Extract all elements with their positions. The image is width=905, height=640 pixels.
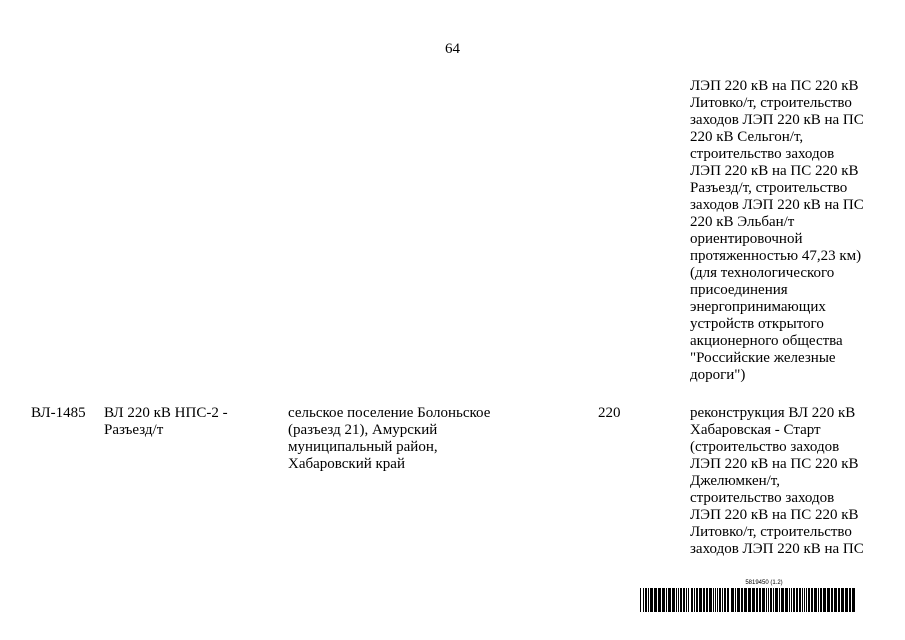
- barcode-bar: [735, 588, 736, 612]
- continued-description-cell: ЛЭП 220 кВ на ПС 220 кВ Литовко/т, строительство заходов ЛЭП 220 кВ на ПС 220 кВ Сельгон/т, строительство заходов ЛЭП 220 кВ на ПС 220 кВ Разъезд/т, строительство заходов ЛЭП 220 кВ на ПС 220 кВ Эльбан/т ориентировочной протяженностью 47,23 км) (для технологического присоединения энергопринимающих устройств открытого акционерного общества "Российские железные дороги"): [690, 78, 864, 383]
- barcode-bar: [766, 588, 767, 612]
- barcode-bar: [781, 588, 784, 612]
- barcode-bar: [654, 588, 657, 612]
- barcode-bar: [762, 588, 765, 612]
- barcode-bar: [724, 588, 726, 612]
- barcode-bar: [799, 588, 801, 612]
- barcode-bar: [668, 588, 671, 612]
- object-code-cell: ВЛ-1485: [31, 405, 86, 421]
- barcode-bar: [773, 588, 774, 612]
- barcode-bar: [823, 588, 826, 612]
- barcode-bar: [770, 588, 772, 612]
- barcode-bar: [838, 588, 840, 612]
- barcode-bar: [686, 588, 687, 612]
- barcode-bar: [648, 588, 649, 612]
- barcode-bar: [706, 588, 708, 612]
- barcode-bar: [731, 588, 734, 612]
- barcode-bar: [694, 588, 695, 612]
- barcode-bar: [650, 588, 653, 612]
- voltage-cell: 220: [598, 405, 621, 421]
- barcode-bar: [676, 588, 677, 612]
- barcode-bar: [756, 588, 758, 612]
- barcode-bar: [748, 588, 751, 612]
- barcode-bar: [759, 588, 761, 612]
- barcode-bar: [719, 588, 721, 612]
- barcode-bar: [808, 588, 810, 612]
- barcode-bar: [779, 588, 780, 612]
- barcode-bar: [658, 588, 661, 612]
- barcode-bar: [849, 588, 851, 612]
- page-number: 64: [445, 41, 460, 57]
- barcode-bar: [804, 588, 805, 612]
- barcode-bar: [678, 588, 679, 612]
- barcode-label: 5819450 (1.2): [745, 580, 783, 586]
- barcode-bar: [722, 588, 723, 612]
- barcode-bar: [802, 588, 803, 612]
- barcode-bar: [640, 588, 641, 612]
- barcode-bar: [643, 588, 644, 612]
- barcode-bar: [688, 588, 689, 612]
- barcode-bar: [741, 588, 743, 612]
- barcode-bar: [793, 588, 795, 612]
- barcode-bar: [703, 588, 705, 612]
- barcode-bar: [662, 588, 665, 612]
- barcode-bar: [713, 588, 714, 612]
- barcode-icon: [640, 588, 858, 612]
- barcode-bar: [841, 588, 844, 612]
- barcode-bar: [737, 588, 740, 612]
- barcode-bar: [791, 588, 792, 612]
- barcode-bar: [775, 588, 778, 612]
- barcode-bar: [831, 588, 833, 612]
- location-cell: сельское поселение Болоньское (разъезд 21), Амурский муниципальный район, Хабаровский край: [288, 405, 491, 472]
- barcode-bar: [789, 588, 790, 612]
- document-barcode: [640, 580, 858, 612]
- barcode-bar: [845, 588, 848, 612]
- barcode-bar: [796, 588, 798, 612]
- barcode-bar: [666, 588, 667, 612]
- barcode-bar: [768, 588, 769, 612]
- barcode-bar: [820, 588, 822, 612]
- barcode-bar: [752, 588, 755, 612]
- barcode-bar: [672, 588, 675, 612]
- barcode-bar: [645, 588, 647, 612]
- barcode-bar: [744, 588, 747, 612]
- barcode-bar: [715, 588, 716, 612]
- barcode-bar: [683, 588, 685, 612]
- barcode-bar: [818, 588, 819, 612]
- description-cell: реконструкция ВЛ 220 кВ Хабаровская - Старт (строительство заходов ЛЭП 220 кВ на ПС 220 кВ Джелюмкен/т, строительство заходов ЛЭП 220 кВ на ПС 220 кВ Литовко/т, строительство заходов ЛЭП 220 кВ на ПС: [690, 405, 864, 557]
- barcode-bar: [699, 588, 702, 612]
- barcode-bar: [806, 588, 807, 612]
- object-name-cell: ВЛ 220 кВ НПС-2 - Разъезд/т: [104, 405, 228, 438]
- barcode-bar: [785, 588, 788, 612]
- barcode-bar: [717, 588, 718, 612]
- barcode-bar: [709, 588, 712, 612]
- barcode-bar: [834, 588, 837, 612]
- barcode-bar: [691, 588, 693, 612]
- barcode-bar: [827, 588, 830, 612]
- barcode-bar: [852, 588, 855, 612]
- barcode-bar: [811, 588, 813, 612]
- barcode-bar: [696, 588, 698, 612]
- barcode-bar: [727, 588, 729, 612]
- barcode-bar: [814, 588, 817, 612]
- barcode-bar: [680, 588, 682, 612]
